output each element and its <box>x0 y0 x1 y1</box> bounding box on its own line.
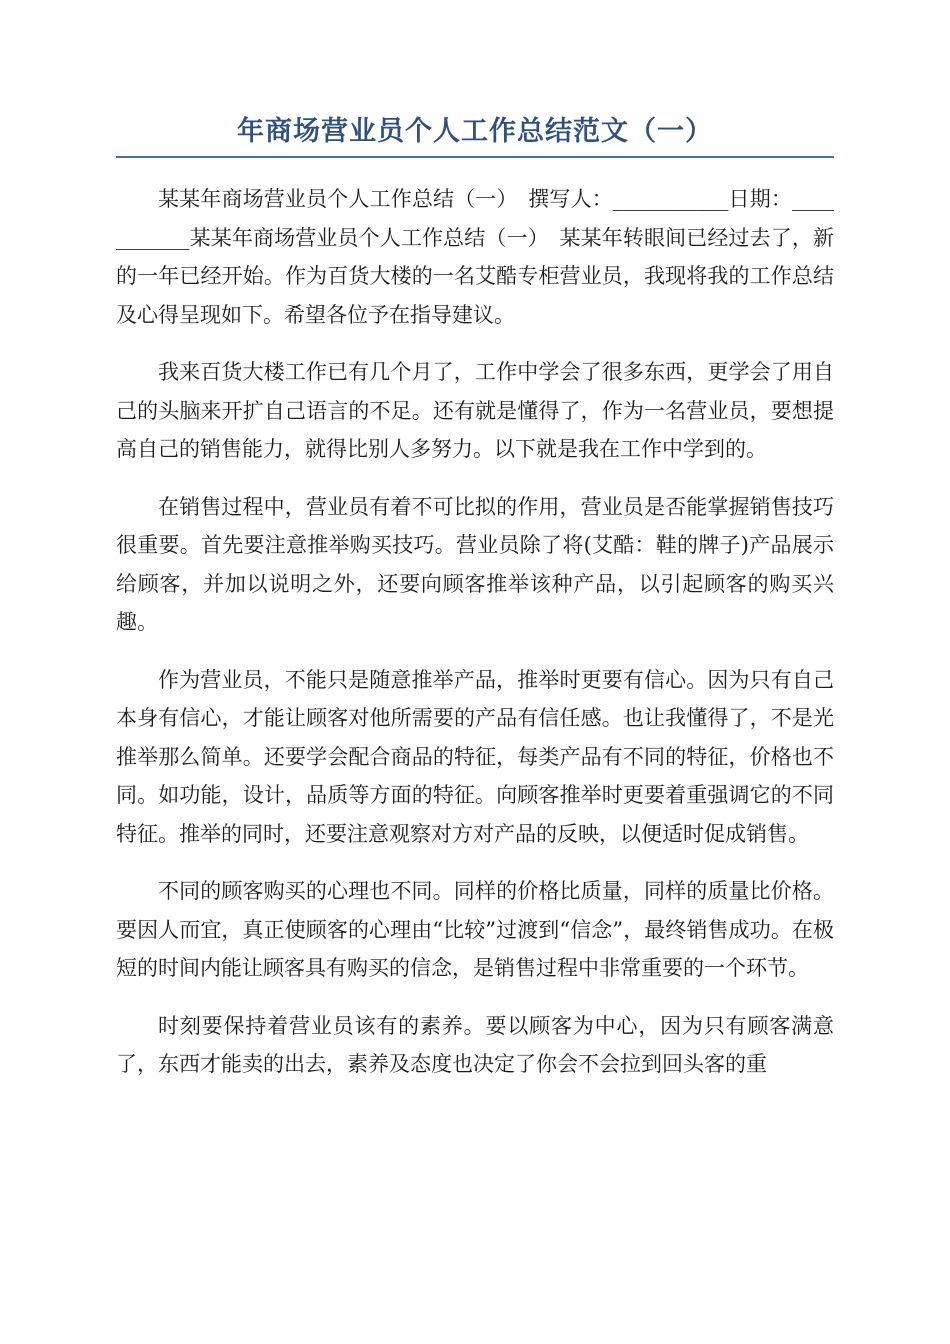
paragraph-4: 作为营业员，不能只是随意推举产品，推举时更要有信心。因为只有自己本身有信心，才能让顾客对他所需要的产品有信任感。也让我懂得了，不是光推举那么简单。还要学会配合商品的特征，每类产品有不同的特征，价格也不同。如功能，设计，品质等方面的特征。向顾客推举时更要着重强调它的不同特征。推举的同时，还要注意观察对方对产品的反映，以便适时促成销售。 <box>116 667 834 846</box>
paragraph-2: 我来百货大楼工作已有几个月了，工作中学会了很多东西，更学会了用自己的头脑来开扩自己语言的不足。还有就是懂得了，作为一名营业员，要想提高自己的销售能力，就得比别人多努力。以下就是我在工作中学到的。 <box>116 360 834 461</box>
title-underline <box>116 156 834 158</box>
paragraph-6: 时刻要保持着营业员该有的素养。要以顾客为中心，因为只有顾客满意了，东西才能卖的出去，素养及态度也决定了你会不会拉到回头客的重 <box>116 1013 834 1076</box>
paragraph-5: 不同的顾客购买的心理也不同。同样的价格比质量，同样的质量比价格。要因人而宜，真正使顾客的心理由“比较”过渡到“信念”，最终销售成功。在极短的时间内能让顾客具有购买的信念，是销售过程中非常重要的一个环节。 <box>116 879 834 980</box>
paragraph-1: 某某年商场营业员个人工作总结（一） 撰写人：___________日期：___________某某年商场营业员个人工作总结（一） 某某年转眼间已经过去了，新的一年已经开始。作为百货大楼的一名艾酷专柜营业员，我现将我的工作总结及心得呈现如下。希望各位予在指导建议。 <box>116 187 834 327</box>
paragraph-3: 在销售过程中，营业员有着不可比拟的作用，营业员是否能掌握销售技巧很重要。首先要注意推举购买技巧。营业员除了将(艾酷：鞋的牌子)产品展示给顾客，并加以说明之外，还要向顾客推举该种产品，以引起顾客的购买兴趣。 <box>116 494 834 634</box>
document-title: 年商场营业员个人工作总结范文（一） <box>237 116 713 147</box>
document-page <box>116 112 834 1103</box>
